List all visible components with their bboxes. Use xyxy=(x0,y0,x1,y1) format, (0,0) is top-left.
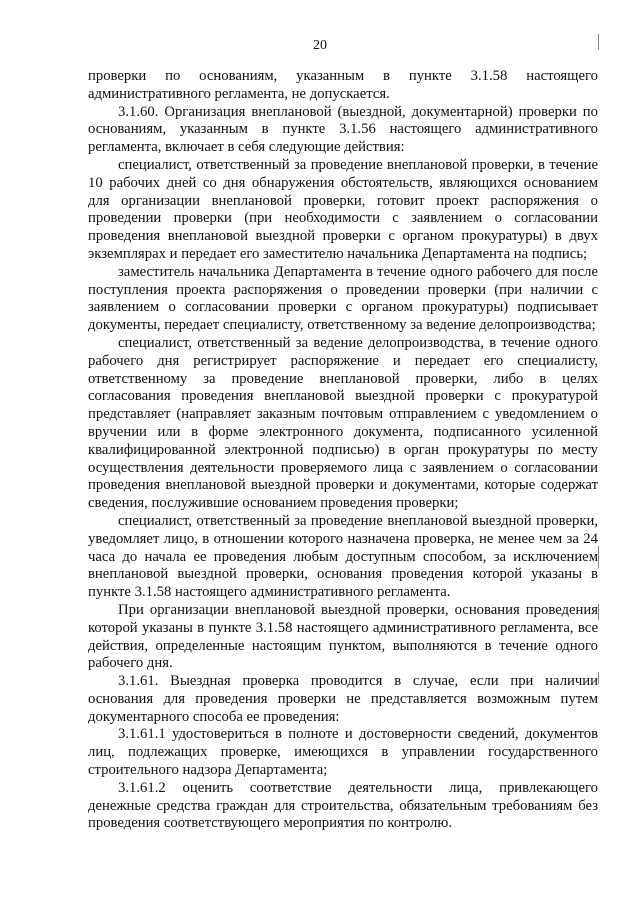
scan-artifact xyxy=(598,34,599,50)
document-body xyxy=(88,68,598,833)
paragraph: специалист, ответственный за ведение делопроизводства, в течение одного рабочего дня регистрирует распоряжение и передает его специалисту, ответственному за проведение внеплановой проверки, либо в целях согласования проведения внеплановой выездной проверки с прокуратурой представляет (направляет заказным почтовым отправлением с уведомлением о вручении или в форме электронного документа, подписанного усиленной квалифицированной электронной подписью) в орган прокуратуры по месту осуществления деятельности проверяемого лица с заявлением о согласовании проведения внеплановой выездной проверки и документами, которые содержат сведения, послужившие основанием проведения проверки; xyxy=(88,334,598,512)
scan-artifact xyxy=(598,604,599,620)
paragraph: заместитель начальника Департамента в течение одного рабочего для после поступления проекта распоряжения о проведении проверки (при наличии с заявлением о согласовании проверки с органом прокуратуры) подписывает документы, передает специалисту, ответственному за ведение делопроизводства; xyxy=(88,263,598,334)
page-number: 20 xyxy=(313,38,327,53)
paragraph: 3.1.61.1 удостовериться в полноте и достоверности сведений, документов лиц, подлежащих проверке, имеющихся в управлении государственного строительного надзора Департамента; xyxy=(88,726,598,779)
paragraph: 3.1.60. Организация внеплановой (выездной, документарной) проверки по основаниям, указанным в пункте 3.1.56 настоящего административного регламента, включает в себя следующие действия: xyxy=(88,103,598,156)
paragraph: При организации внеплановой выездной проверки, основания проведения которой указаны в пункте 3.1.58 настоящего административного регламента, все действия, определенные настоящим пунктом, выполняются в течение одного рабочего дня. xyxy=(88,601,598,672)
scan-artifact xyxy=(598,672,599,684)
paragraph: 3.1.61.2 оценить соответствие деятельности лица, привлекающего денежные средства граждан для строительства, обязательным требованиям без проведения соответствующего мероприятия по контролю. xyxy=(88,779,598,832)
paragraph: проверки по основаниям, указанным в пункте 3.1.58 настоящего административного регламента, не допускается. xyxy=(88,68,598,102)
paragraph: специалист, ответственный за проведение внеплановой выездной проверки, уведомляет лицо, в отношении которого назначена проверка, не менее чем за 24 часа до начала ее проведения любым доступным способом, за исключением внеплановой выездной проверки, основания проведения которой указаны в пункте 3.1.58 настоящего административного регламента. xyxy=(88,512,598,601)
scan-artifact xyxy=(598,546,599,568)
paragraph: 3.1.61. Выездная проверка проводится в случае, если при наличии основания для проведения проверки не представляется возможным путем документарного способа ее проведения: xyxy=(88,673,598,725)
paragraph: специалист, ответственный за проведение внеплановой проверки, в течение 10 рабочих дней со дня обнаружения обстоятельств, являющихся основанием для организации внеплановой проверки, готовит проект распоряжения о проведении проверки (при необходимости с заявлением о согласовании проведения внеплановой выездной проверки с органом прокуратуры) в двух экземплярах и передает его заместителю начальника Департамента на подпись; xyxy=(88,156,598,262)
